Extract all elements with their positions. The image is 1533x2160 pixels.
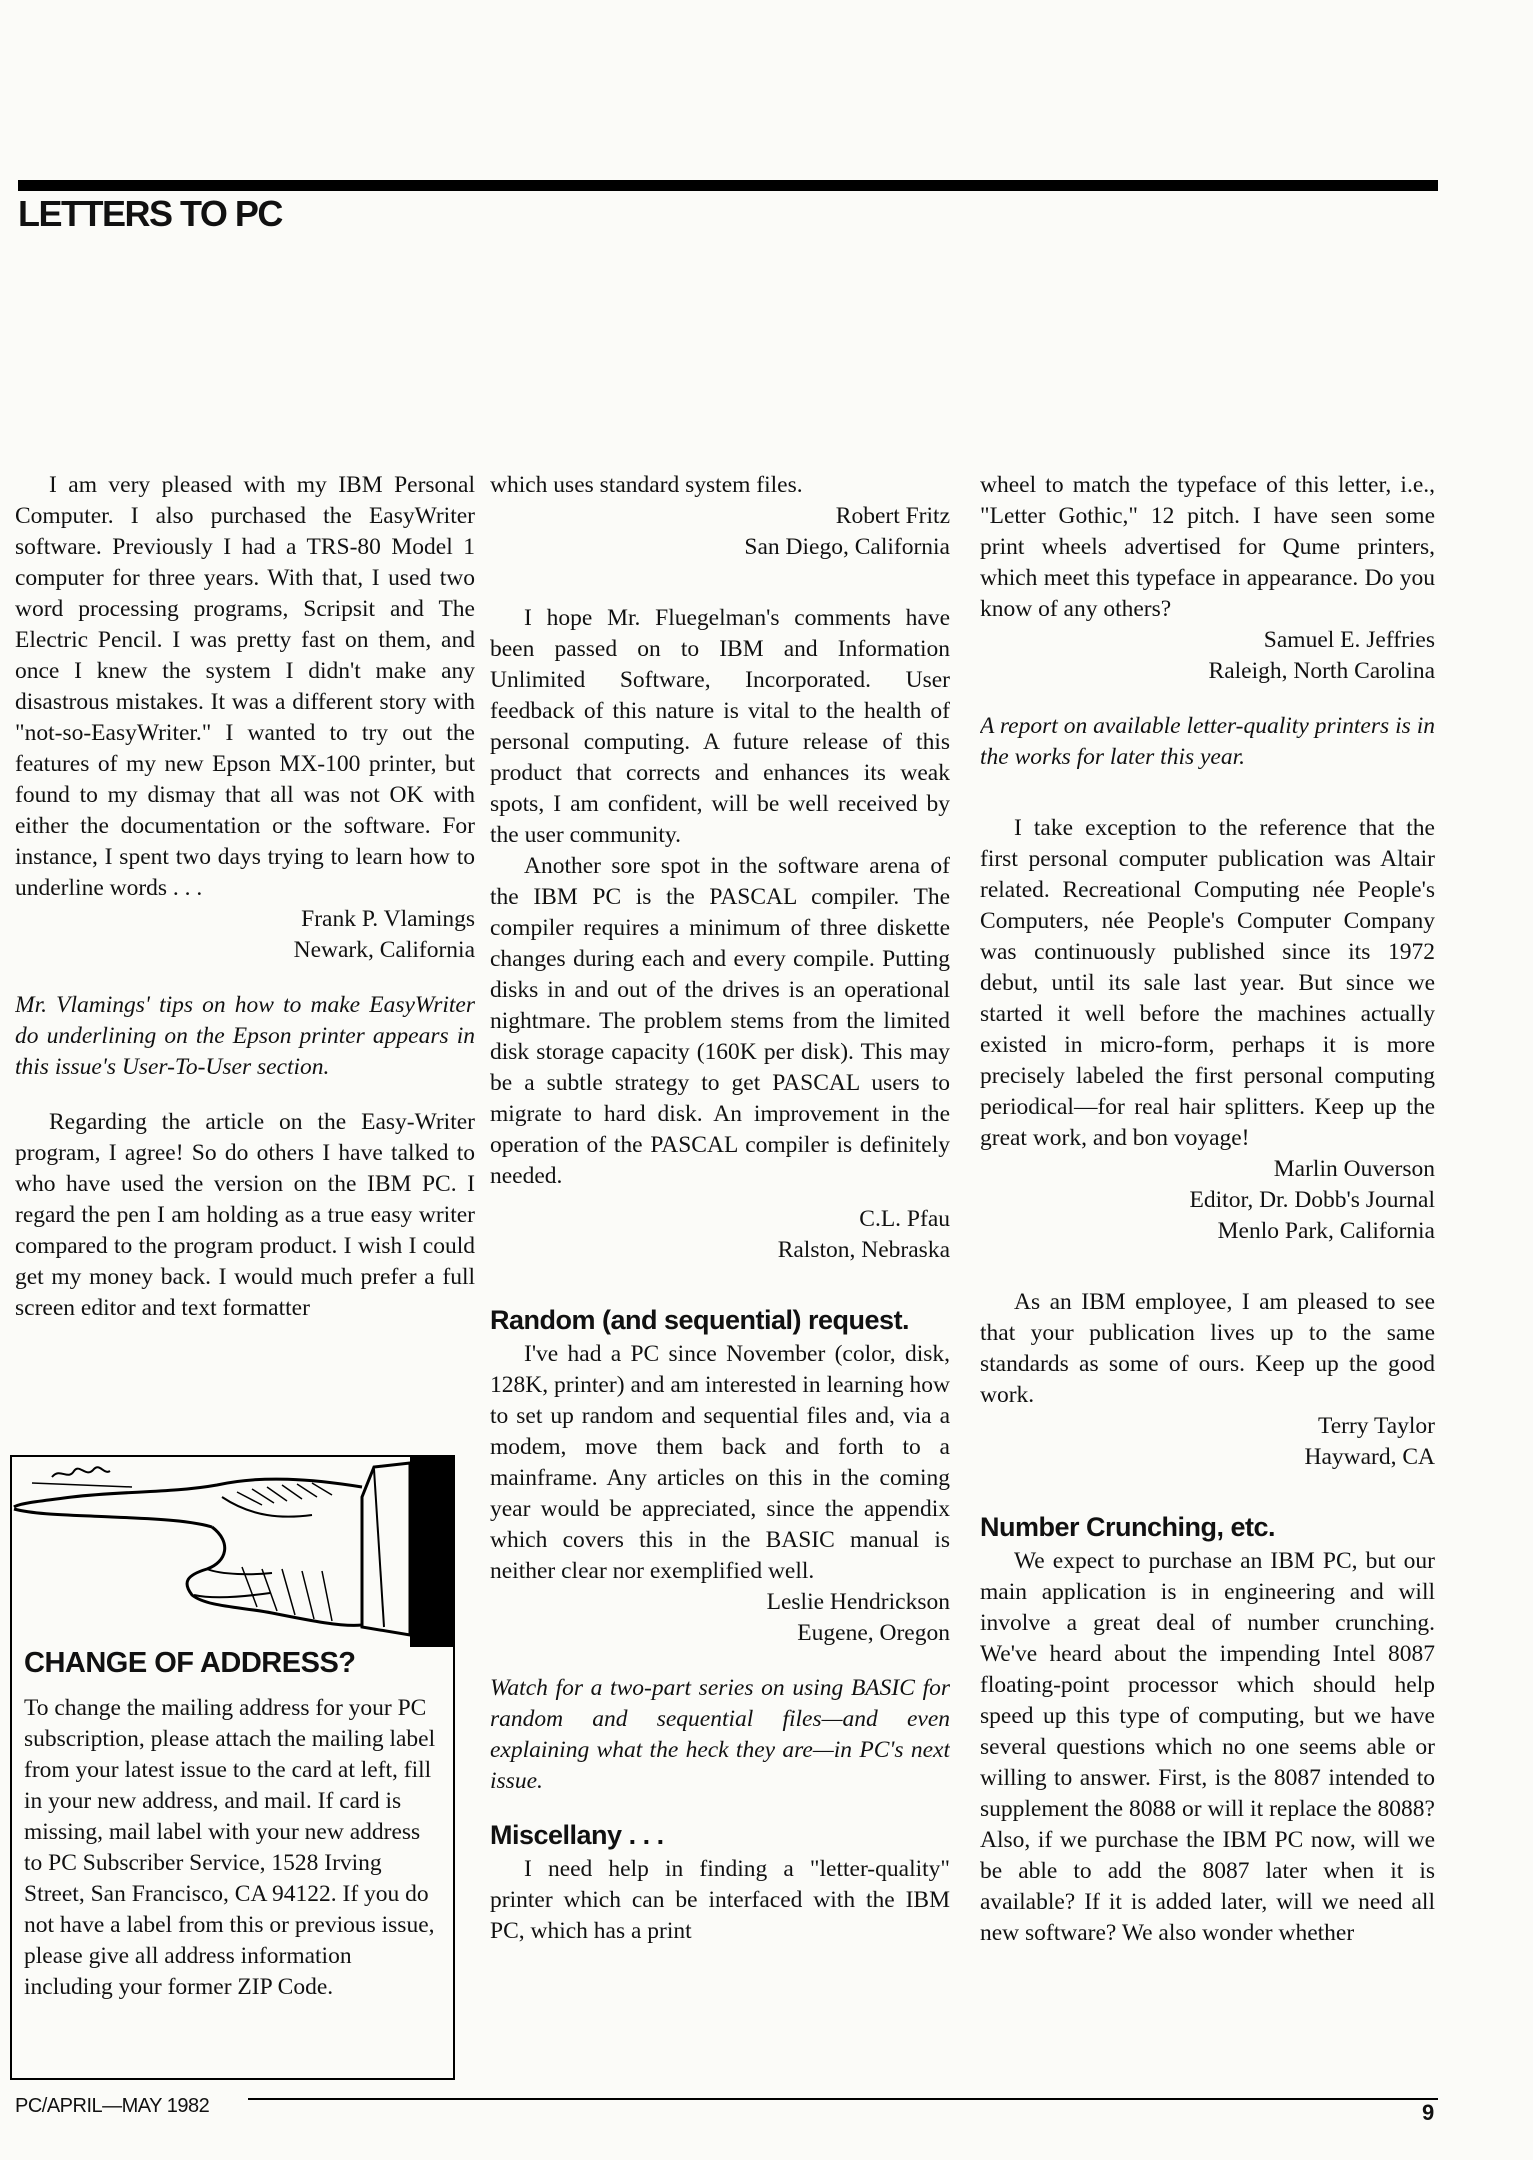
letter-fritz-end: which uses standard system files. (490, 472, 803, 498)
editor-note: A report on available letter-quality printers is in the works for later this year. (980, 713, 1435, 770)
signature-place: Raleigh, North Carolina (1208, 658, 1435, 684)
change-of-address-box (10, 1455, 455, 2080)
footer-rule (248, 2098, 1438, 2100)
subheading-number-crunching: Number Crunching, etc. (980, 1512, 1276, 1542)
ad-body: To change the mailing address for your PC subscription, please attach the mailing label from your latest issue to the card at left, fill in your new address, and mail. If card is missing, mail label with your new address to PC Subscriber Service, 1528 Irving Street, San Francisco, CA 94122. If you do not have a label from this or previous issue, please give all address information including your former ZIP Code. (24, 1695, 436, 2000)
signature-place: Eugene, Oregon (797, 1620, 950, 1646)
signature-place: Ralston, Nebraska (777, 1237, 950, 1263)
letter-hendrickson: I've had a PC since November (color, disk, 128K, printer) and am interested in learning how to set up random and sequential files and, via a modem, move them back and forth to a mainframe. Any articles on this in the coming year would be appreciated, since the appendix which covers this in the BASIC manual is neither clear nor exemplified well. (490, 1341, 950, 1584)
signature-place: Hayward, CA (1304, 1444, 1435, 1470)
signature-name: Robert Fritz (835, 503, 950, 529)
signature-place: San Diego, California (744, 534, 950, 560)
column-3 (980, 470, 1435, 2085)
footer-issue: PC/APRIL—MAY 1982 (15, 2095, 210, 2117)
subheading-miscellany: Miscellany . . . (490, 1820, 664, 1850)
column-2 (490, 470, 950, 2085)
signature-name: Leslie Hendrickson (766, 1589, 950, 1615)
editor-note: Watch for a two-part series on using BASIC for random and sequential files—and even explaining what the heck they are—in PC's next issue. (490, 1675, 950, 1794)
letter-fritz: Regarding the article on the Easy-Writer program, I agree! So do others I have talked to who have used the version on the IBM PC. I regard the pen I am holding as a true easy writer compared to the program product. I wish I could get my money back. I would much prefer a full screen editor and text formatter (15, 1109, 475, 1321)
header-rule (18, 180, 1438, 191)
section-title: LETTERS TO PC (18, 193, 282, 234)
ad-title: CHANGE OF ADDRESS? (24, 1647, 356, 1679)
letter-ouverson: I take exception to the reference that the first personal computer publication was Altair related. Recreational Computing née People's Computers, née People's Computer Company was continuously published since its 1972 debut, until its sale last year. But since we started it well before the machines actually existed in micro-form, perhaps it is more precisely labeled the first personal computing periodical—for real hair splitters. Keep up the great work, and bon voyage! (980, 815, 1435, 1151)
letter-vlamings: I am very pleased with my IBM Personal Computer. I also purchased the EasyWriter software. Previously I had a TRS-80 Model 1 computer for three years. With that, I used two word processing programs, Scripsit and The Electric Pencil. I was pretty fast on them, and once I knew the system I didn't make any disastrous mistakes. It was a different story with "not-so-EasyWriter." I wanted to try out the features of my new Epson MX-100 printer, but found to my dismay that all was not OK with either the documentation or the software. For instance, I spent two days trying to learn how to underline words . . . (15, 472, 475, 901)
column-1 (15, 470, 475, 1445)
editor-note: Mr. Vlamings' tips on how to make EasyWriter do underlining on the Epson printer appears in this issue's User-To-User section. (15, 992, 475, 1080)
pointing-hand-illustration (12, 1457, 453, 1647)
letter-jeffries-end: wheel to match the typeface of this letter, i.e., "Letter Gothic," 12 pitch. I have seen some print wheels advertised for Qume printers, which meet this typeface in appearance. Do you know of any others? (980, 472, 1435, 622)
signature-title: Editor, Dr. Dobb's Journal (1189, 1187, 1435, 1213)
signature-place: Menlo Park, California (1217, 1218, 1435, 1244)
letter-number-crunching: We expect to purchase an IBM PC, but our main application is in engineering and will involve a great deal of number crunching. We've heard about the impending Intel 8087 floating-point processor which should help speed up this type of computing, but we have several questions which no one seems able or willing to answer. First, is the 8087 intended to supplement the 8088 or will it replace the 8088? Also, if we purchase the IBM PC now, will we be able to add the 8087 later when it is available? If it is added later, will we need all new software? We also wonder whether (980, 1548, 1435, 1946)
signature-name: Samuel E. Jeffries (1263, 627, 1435, 653)
letter-jeffries: I need help in finding a "letter-quality" printer which can be interfaced with the IBM PC, which has a print (490, 1856, 950, 1944)
signature-name: Marlin Ouverson (1273, 1156, 1435, 1182)
signature-name: Terry Taylor (1318, 1413, 1435, 1439)
subheading-random: Random (and sequential) request. (490, 1305, 910, 1335)
letter-pfau-continued: Another sore spot in the software arena of the IBM PC is the PASCAL compiler. The compiler requires a minimum of three diskette changes during each and every compile. Putting disks in and out of the drives is an operational nightmare. The problem stems from the limited disk storage capacity (160K per disk). This may be a subtle strategy to get PASCAL users to migrate to hard disk. An improvement in the operation of the PASCAL compiler is definitely needed. (490, 853, 950, 1189)
signature-place: Newark, California (293, 937, 475, 963)
letter-pfau: I hope Mr. Fluegelman's comments have been passed on to IBM and Information Unlimited Software, Incorporated. User feedback of this nature is vital to the health of personal computing. A future release of this product that corrects and enhances its weak spots, I am confident, will be well received by the user community. (490, 605, 950, 848)
page-number: 9 (1422, 2100, 1435, 2125)
letter-taylor: As an IBM employee, I am pleased to see that your publication lives up to the same standards as some of ours. Keep up the good work. (980, 1289, 1435, 1408)
signature-name: C.L. Pfau (859, 1206, 950, 1232)
signature-name: Frank P. Vlamings (301, 906, 475, 932)
